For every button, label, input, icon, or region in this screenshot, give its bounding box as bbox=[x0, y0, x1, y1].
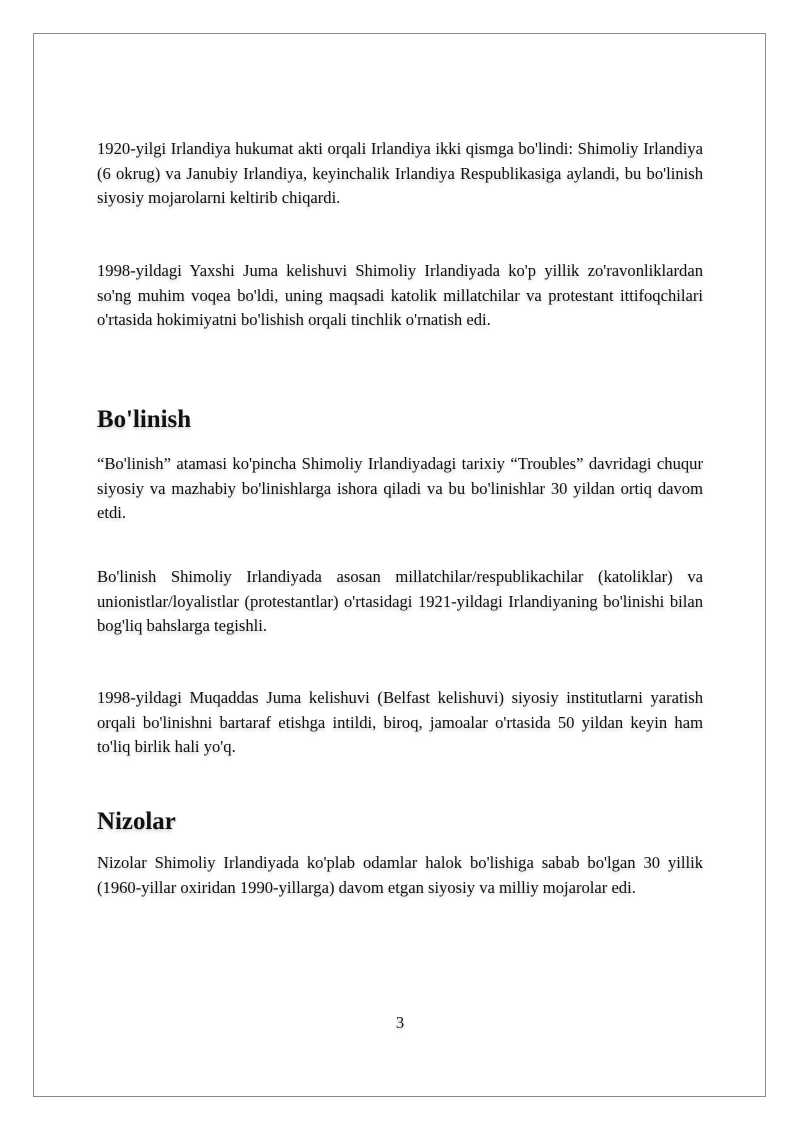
paragraph-good-friday-agreement: 1998-yildagi Yaxshi Juma kelishuvi Shimoliy Irlandiyada ko'p yillik zo'ravonliklardan so'ng muhim voqea bo'ldi, uning maqsadi katolik millatchilar va protestant ittifoqchilari o'rtasida hokimiyatni bo'lishish orqali tinchlik o'rnatish edi. bbox=[97, 261, 703, 330]
page-number: 3 bbox=[395, 1013, 405, 1032]
paragraph-conflicts: Nizolar Shimoliy Irlandiyada ko'plab odamlar halok bo'lishiga sabab bo'lgan 30 yillik (1960-yillar oxiridan 1990-yillarga) davom etgan siyosiy va milliy mojarolar edi. bbox=[97, 853, 703, 897]
paragraph-division-term: “Bo'linish” atamasi ko'pincha Shimoliy Irlandiyadagi tarixiy “Troubles” davridagi chuqur siyosiy va mazhabiy bo'linishlarga ishora qiladi va bu bo'linishlar 30 yildan ortiq davom etdi. bbox=[97, 454, 703, 523]
section-heading-division: Bo'linish bbox=[97, 406, 192, 433]
section-heading-conflicts: Nizolar bbox=[97, 808, 176, 835]
paragraph-belfast-agreement: 1998-yildagi Muqaddas Juma kelishuvi (Belfast kelishuvi) siyosiy institutlarni yaratish orqali bo'linishni bartaraf etishga intildi, biroq, jamoalar o'rtasida 50 yildan keyin ham to'liq birlik hali yo'q. bbox=[97, 688, 703, 757]
paragraph-partition-act: 1920-yilgi Irlandiya hukumat akti orqali Irlandiya ikki qismga bo'lindi: Shimoliy Irlandiya (6 okrug) va Janubiy Irlandiya, keyinchalik Irlandiya Respublikasiga aylandi, bu bo'linish siyosiy mojarolarni keltirib chiqardi. bbox=[97, 139, 703, 208]
paragraph-division-groups: Bo'linish Shimoliy Irlandiyada asosan millatchilar/respublikachilar (katoliklar) va unionistlar/loyalistlar (protestantlar) o'rtasidagi 1921-yildagi Irlandiyaning bo'linishi bilan bog'liq bahslarga tegishli. bbox=[97, 567, 703, 636]
